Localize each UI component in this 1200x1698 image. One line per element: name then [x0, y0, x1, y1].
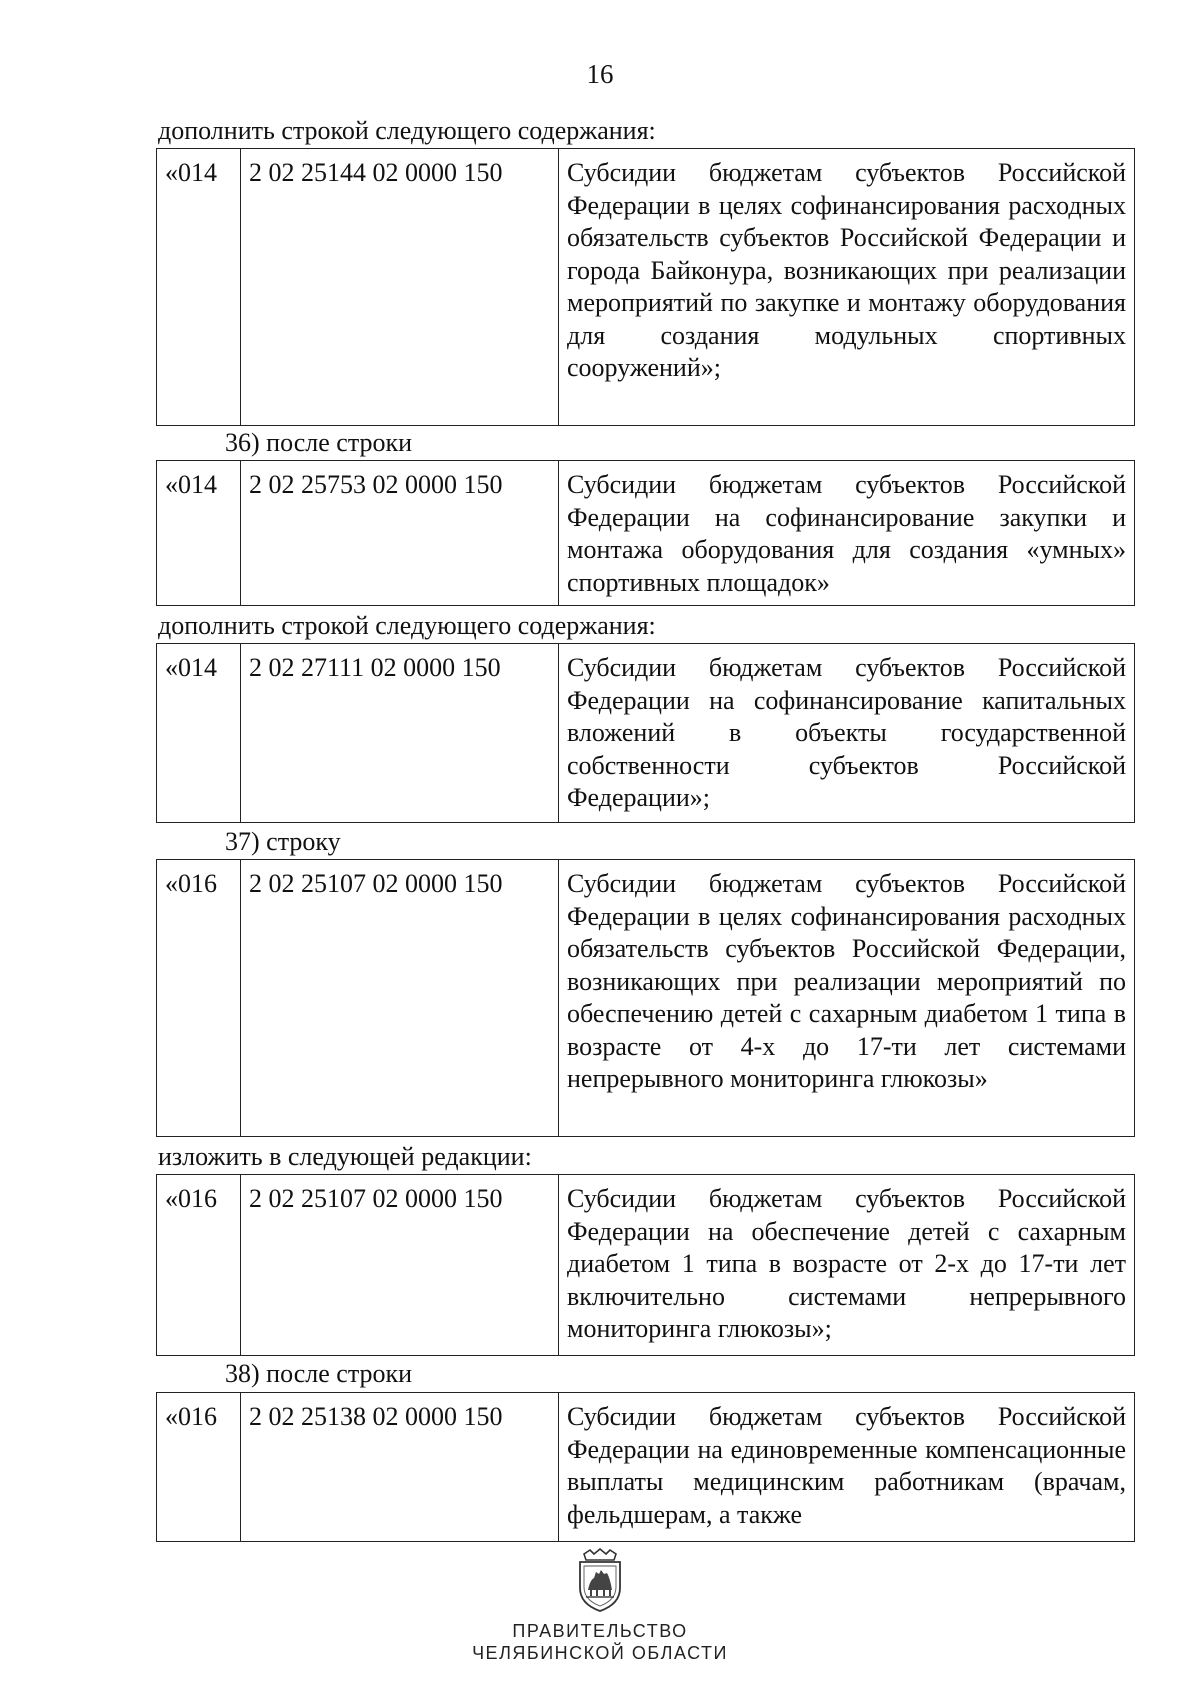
page-number: 16 [586, 59, 614, 89]
row-code: «014 [157, 461, 241, 606]
row-name: Субсидии бюджетам субъектов Российской Федерации на софинансирование закупки и монтажа оборудования для создания «умных» спортивных площадок» [559, 461, 1135, 606]
row-name: Субсидии бюджетам субъектов Российской Федерации в целях софинансирования расходных обязательств субъектов Российской Федерации и города Байконура, возникающих при реализации мероприятий по закупке и монтажу оборудования для создания модульных спортивных сооружений»; [559, 149, 1135, 426]
row-kbk: 2 02 25144 02 0000 150 [241, 149, 559, 426]
table-row [156, 1392, 1135, 1542]
row-kbk: 2 02 25138 02 0000 150 [241, 1393, 559, 1542]
row-name: Субсидии бюджетам субъектов Российской Федерации в целях софинансирования расходных обязательств субъектов Российской Федерации, возникающих при реализации мероприятий по обеспечению детей с сахарным диабетом 1 типа в возрасте от 4-х до 17-ти лет системами непрерывного мониторинга глюкозы» [559, 860, 1135, 1137]
row-kbk: 2 02 25107 02 0000 150 [241, 860, 559, 1137]
row-code: «014 [157, 644, 241, 823]
table-row [156, 859, 1135, 1137]
chelyabinsk-coat-of-arms-icon [574, 1548, 626, 1614]
block-caption: дополнить строкой следующего содержания: [158, 611, 656, 640]
footer-emblem [0, 1548, 1200, 1664]
row-code: «016 [157, 1175, 241, 1356]
row-code: «016 [157, 860, 241, 1137]
row-code: «016 [157, 1393, 241, 1542]
row-kbk: 2 02 25753 02 0000 150 [241, 461, 559, 606]
org-name-line2: ЧЕЛЯБИНСКОЙ ОБЛАСТИ [472, 1643, 728, 1663]
table-row [156, 643, 1135, 823]
table-row [156, 460, 1135, 606]
row-kbk: 2 02 27111 02 0000 150 [241, 644, 559, 823]
block-caption: 36) после строки [225, 428, 413, 457]
row-name: Субсидии бюджетам субъектов Российской Федерации на единовременные компенсационные выплаты медицинским работникам (врачам, фельдшерам, а также [559, 1393, 1135, 1542]
block-caption: 38) после строки [225, 1359, 413, 1388]
block-caption: изложить в следующей редакции: [158, 1142, 532, 1171]
org-name-line1: ПРАВИТЕЛЬСТВО [512, 1621, 688, 1641]
block-caption: дополнить строкой следующего содержания: [158, 116, 656, 145]
row-kbk: 2 02 25107 02 0000 150 [241, 1175, 559, 1356]
row-name: Субсидии бюджетам субъектов Российской Федерации на обеспечение детей с сахарным диабетом 1 типа в возрасте от 2-х до 17-ти лет включительно системами непрерывного мониторинга глюкозы»; [559, 1175, 1135, 1356]
row-name: Субсидии бюджетам субъектов Российской Федерации на софинансирование капитальных вложений в объекты государственной собственности субъектов Российской Федерации»; [559, 644, 1135, 823]
block-caption: 37) строку [225, 827, 341, 856]
row-code: «014 [157, 149, 241, 426]
table-row [156, 1174, 1135, 1356]
table-row [156, 148, 1135, 426]
